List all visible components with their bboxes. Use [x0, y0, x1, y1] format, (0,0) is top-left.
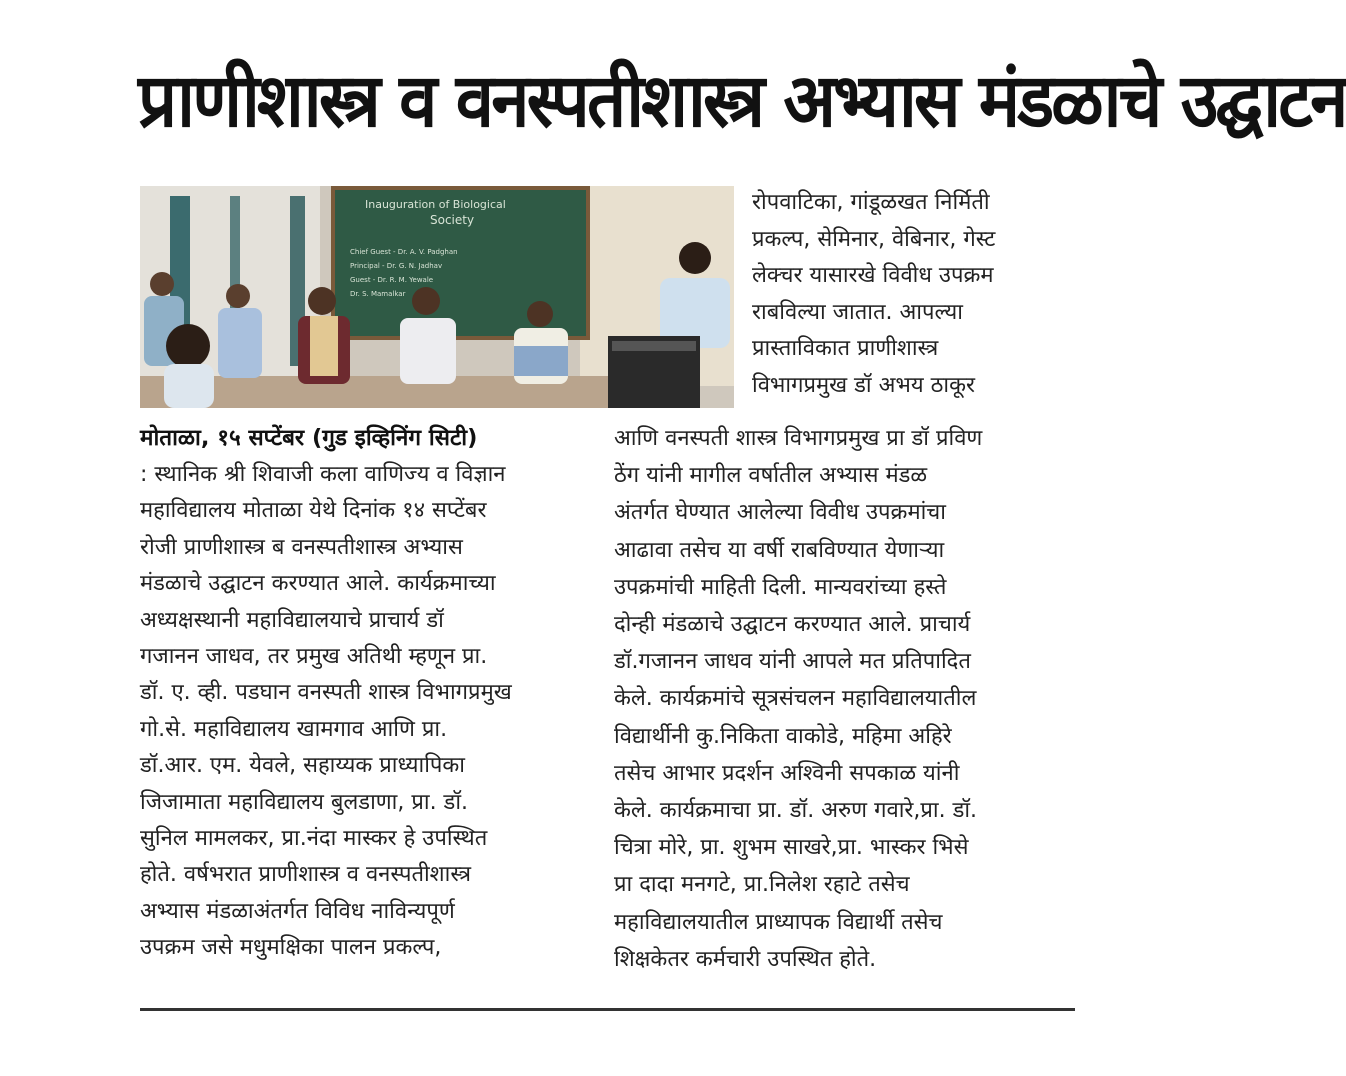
article-line: मंडळाचे उद्घाटन करण्यात आले. कार्यक्रमाच्या: [140, 571, 496, 597]
article-line: प्रा दादा मनगटे, प्रा.निलेश रहाटे तसेच: [614, 872, 910, 898]
board-line: Chief Guest - Dr. A. V. Padghan: [350, 248, 458, 256]
article-line: विभागप्रमुख डॉ अभय ठाकूर: [752, 373, 976, 398]
article-line: रोजी प्राणीशास्त्र ब वनस्पतीशास्त्र अभ्यास: [140, 534, 463, 560]
article-line: रोपवाटिका, गांडूळखत निर्मिती: [752, 190, 990, 215]
article-line: डॉ.आर. एम. येवले, सहाय्यक प्राध्यापिका: [140, 753, 465, 779]
dateline: मोताळा, १५ सप्टेंबर (गुड इव्हिनिंग सिटी): [140, 425, 478, 451]
article-line: महाविद्यालयातील प्राध्यापक विद्यार्थी तसेच: [614, 909, 943, 935]
board-line: Inauguration of Biological: [365, 198, 506, 211]
article-line: अभ्यास मंडळाअंतर्गत विविध नाविन्यपूर्ण: [140, 898, 455, 924]
article-line: : स्थानिक श्री शिवाजी कला वाणिज्य व विज्ञान: [140, 462, 506, 487]
article-line: प्रकल्प, सेमिनार, वेबिनार, गेस्ट: [752, 226, 996, 252]
board-line: Society: [430, 213, 475, 227]
article-line: डॉ.गजानन जाधव यांनी आपले मत प्रतिपादित: [614, 649, 971, 675]
article-line: उपक्रमांची माहिती दिली. मान्यवरांच्या हस्ते: [614, 574, 947, 600]
article-line: केले. कार्यक्रमाचा प्रा. डॉ. अरुण गवारे,प्रा. डॉ.: [614, 798, 978, 823]
article-line: जिजामाता महाविद्यालय बुलडाणा, प्रा. डॉ.: [140, 789, 469, 815]
article-line: शिक्षकेतर कर्मचारी उपस्थित होते.: [614, 946, 877, 972]
board-line: Guest - Dr. R. M. Yewale: [350, 276, 434, 284]
article-line: चित्रा मोरे, प्रा. शुभम साखरे,प्रा. भास्कर भिसे: [614, 835, 969, 861]
bottom-rule: [140, 1008, 1075, 1011]
article-line: सुनिल मामलकर, प्रा.नंदा मास्कर हे उपस्थित: [140, 826, 488, 851]
article-line: प्रास्ताविकात प्राणीशास्त्र: [752, 336, 939, 362]
article-line: केले. कार्यक्रमांचे सूत्रसंचलन महाविद्यालयातील: [614, 686, 977, 712]
article-line: उपक्रम जसे मधुमक्षिका पालन प्रकल्प,: [140, 935, 442, 961]
person: [164, 324, 214, 408]
article-line: होते. वर्षभरात प्राणीशास्त्र व वनस्पतीशास्त्र: [140, 862, 472, 888]
article-line: राबविल्या जातात. आपल्या: [752, 299, 963, 325]
event-photo: [140, 186, 734, 408]
article-line: दोन्ही मंडळाचे उद्घाटन करण्यात आले. प्राचार्य: [614, 612, 971, 637]
headline: प्राणीशास्त्र व वनस्पतीशास्त्र अभ्यास मंडळाचे उद्घाटन: [138, 58, 1346, 144]
article-line: तसेच आभार प्रदर्शन अश्विनी सपकाळ यांनी: [614, 760, 960, 786]
article-line: ठेंग यांनी मागील वर्षातील अभ्यास मंडळ: [614, 463, 928, 489]
article-line: लेक्चर यासारखे विवीध उपक्रम: [752, 263, 994, 289]
article-line: गजानन जाधव, तर प्रमुख अतिथी म्हणून प्रा.: [140, 644, 488, 669]
article-line: अध्यक्षस्थानी महाविद्यालयाचे प्राचार्य डॉ: [140, 607, 444, 633]
article-line: विद्यार्थीनी कु.निकिता वाकोडे, महिमा अहिरे: [614, 723, 952, 749]
article-line: गो.से. महाविद्यालय खामगाव आणि प्रा.: [140, 716, 448, 742]
article-line: डॉ. ए. व्ही. पडघान वनस्पती शास्त्र विभागप्रमुख: [140, 680, 512, 706]
article-line: आणि वनस्पती शास्त्र विभागप्रमुख प्रा डॉ प्रविण: [614, 426, 983, 451]
board-line: Principal - Dr. G. N. Jadhav: [350, 262, 443, 270]
board-line: Dr. S. Mamalkar: [350, 290, 406, 298]
article-line: अंतर्गत घेण्यात आलेल्या विवीध उपक्रमांचा: [614, 500, 946, 526]
article-line: आढावा तसेच या वर्षी राबविण्यात येणाऱ्या: [614, 537, 945, 563]
article-line: महाविद्यालय मोताळा येथे दिनांक १४ सप्टेंबर: [140, 498, 487, 524]
